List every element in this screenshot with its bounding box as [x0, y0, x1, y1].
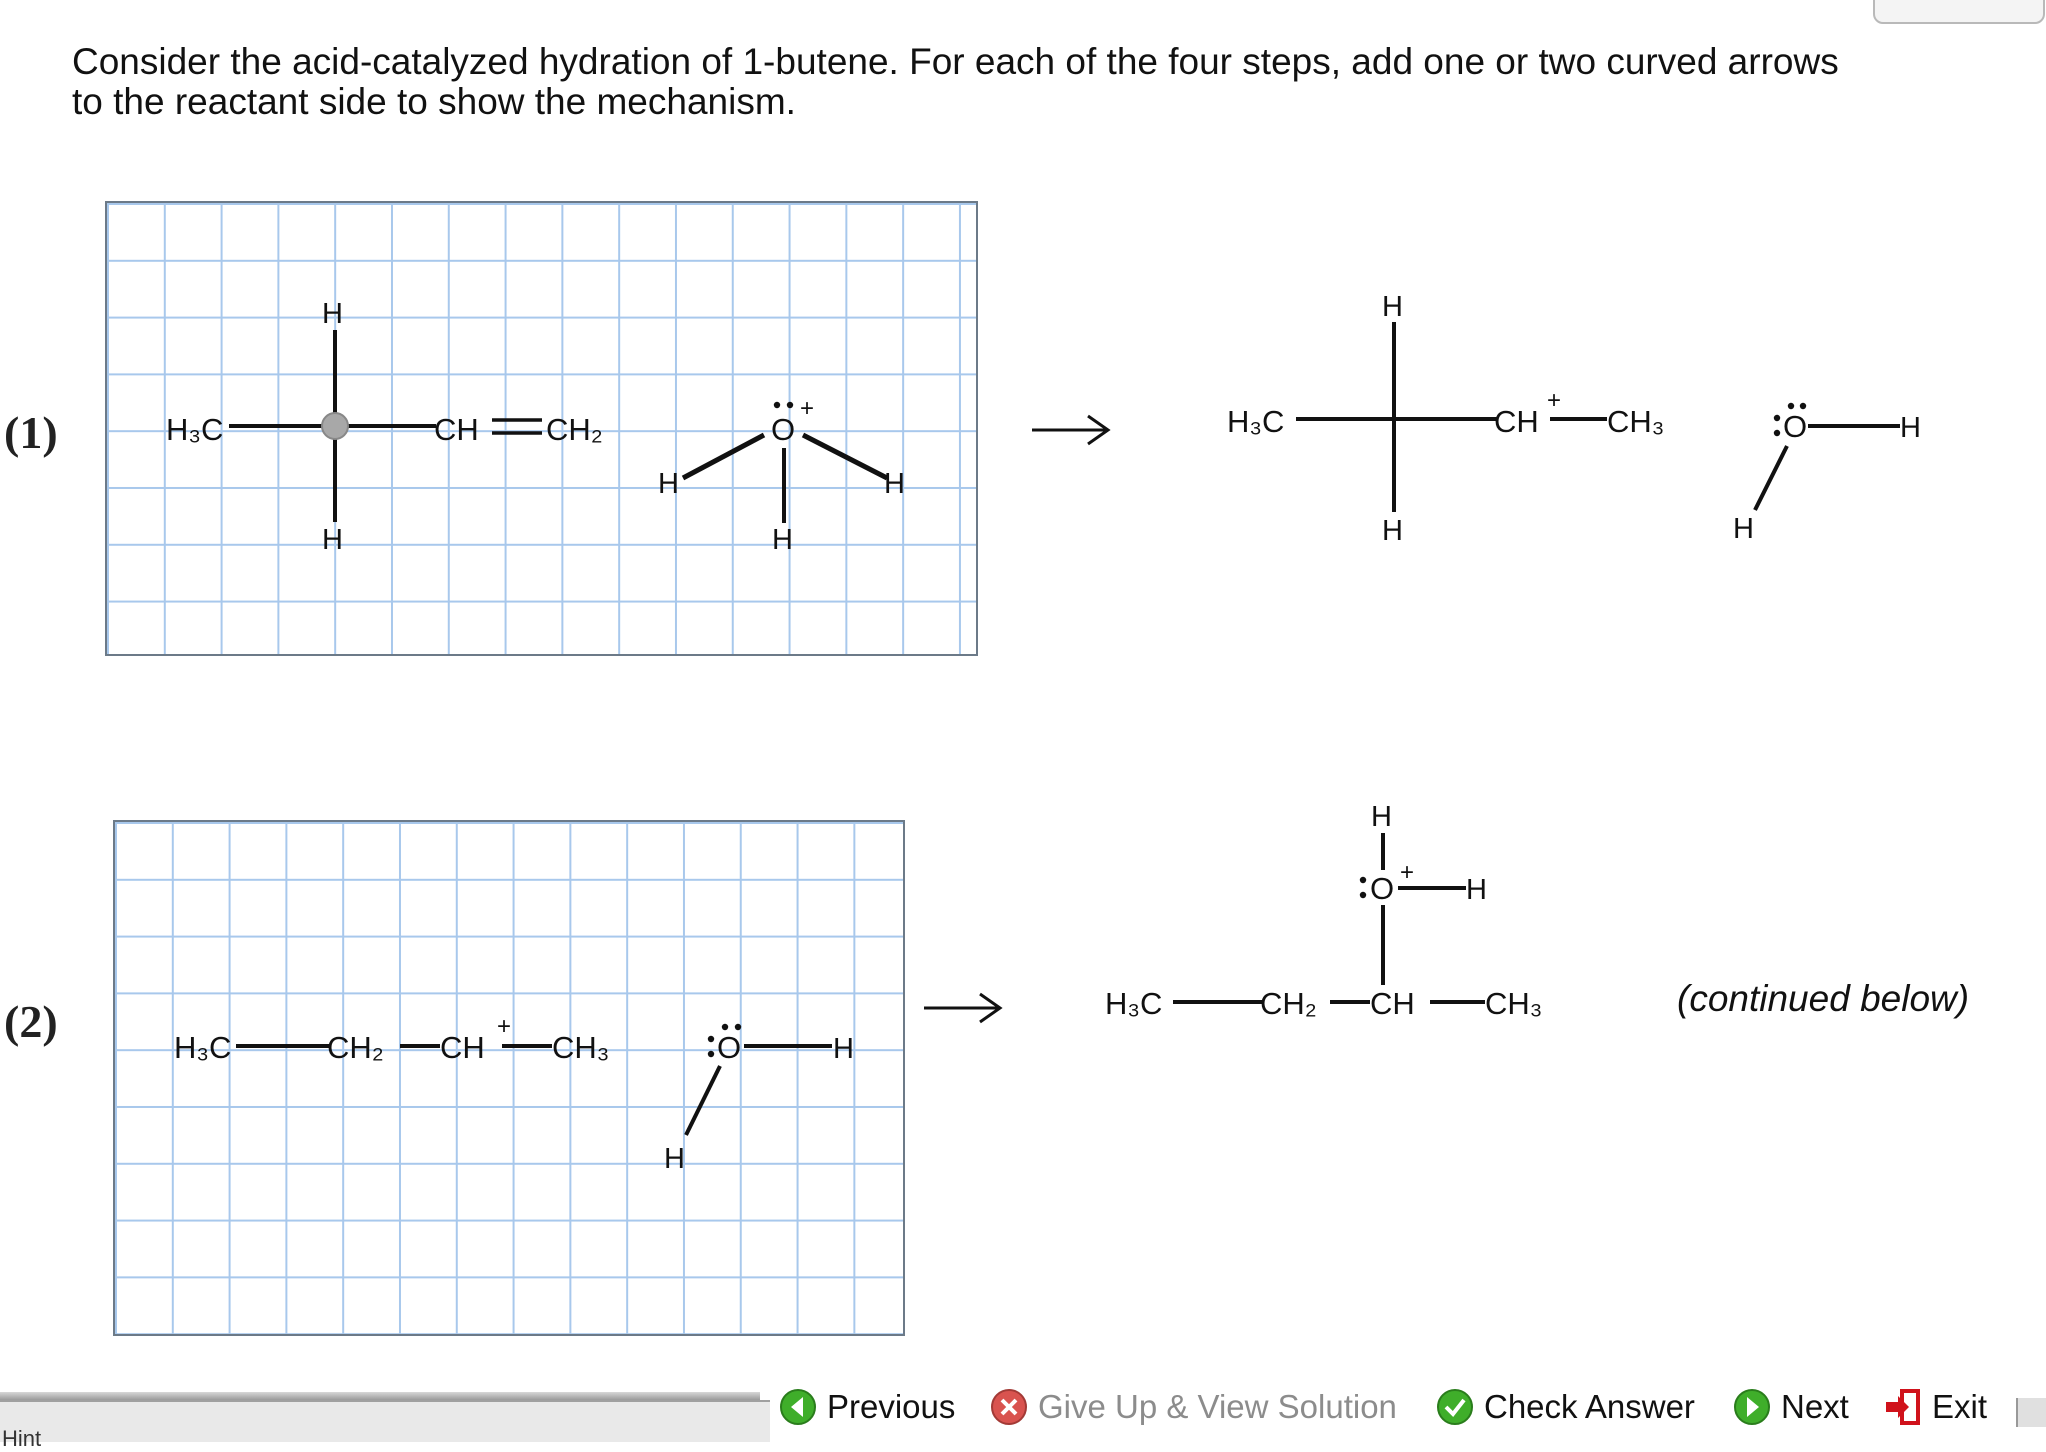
- instructions-line-1: Consider the acid-catalyzed hydration of 1-butene. For each of the four steps, add one or two curved arrows: [72, 41, 1839, 82]
- checkmark-icon: [1436, 1388, 1474, 1426]
- check-answer-button[interactable]: [1436, 1385, 1695, 1429]
- step1-reactant-h-top: H: [322, 298, 343, 330]
- next-button[interactable]: [1733, 1385, 1849, 1429]
- step1-reactant-h-left: H: [658, 468, 679, 500]
- next-arrow-icon: [1733, 1388, 1771, 1426]
- step2-product-o-charge: +: [1400, 859, 1415, 886]
- step2-reactant-ch2: CH₂: [327, 1030, 384, 1065]
- step1-product-h-right: H: [1900, 412, 1921, 444]
- hint-tab[interactable]: [0, 1400, 770, 1451]
- step2-product-h-top: H: [1371, 801, 1392, 833]
- exit-door-icon: [1884, 1388, 1922, 1426]
- step-2-label: (2): [4, 996, 58, 1047]
- step1-reactant-o-charge: +: [800, 395, 815, 422]
- footer-divider: [0, 1392, 760, 1400]
- step1-product-o: O: [1783, 409, 1808, 444]
- window-edge: [2016, 1398, 2046, 1427]
- step1-reactant-h-right: H: [884, 468, 905, 500]
- step-1-label: (1): [4, 407, 58, 458]
- continued-below-note: (continued below): [1677, 978, 1970, 1019]
- step2-reactant-h-right: H: [833, 1033, 854, 1065]
- step2-product-h-right: H: [1466, 874, 1487, 906]
- step2-reactant-h3c: H₃C: [174, 1030, 232, 1065]
- step1-product-ch: CH: [1494, 404, 1539, 439]
- step2-product-ch2: CH₂: [1260, 986, 1317, 1021]
- step2-product-o: O: [1370, 871, 1395, 906]
- previous-button-label: Previous: [827, 1388, 956, 1425]
- previous-button[interactable]: [779, 1385, 955, 1429]
- give-up-x-icon: [990, 1388, 1028, 1426]
- hint-tab-label: Hint: [2, 1426, 42, 1451]
- step1-product-ch-charge: +: [1547, 387, 1562, 414]
- step2-reactant-o: O: [717, 1030, 742, 1065]
- step2-reactant-ch3: CH₃: [552, 1030, 610, 1065]
- check-answer-button-label: Check Answer: [1484, 1388, 1695, 1425]
- step2-product-ch3: CH₃: [1485, 986, 1543, 1021]
- exit-button[interactable]: [1884, 1385, 1987, 1429]
- step1-reactant-h-bottom: H: [322, 524, 343, 556]
- step2-reactant-h-down: H: [664, 1143, 685, 1175]
- step1-reactant-h-down: H: [772, 524, 793, 556]
- step1-product-h-top: H: [1382, 291, 1403, 323]
- step1-product-h-bottom: H: [1382, 515, 1403, 547]
- exit-button-label: Exit: [1932, 1388, 1988, 1425]
- step1-reactant-ch: CH: [434, 412, 479, 447]
- step1-product-h-down: H: [1733, 513, 1754, 545]
- step1-product-h3c: H₃C: [1227, 404, 1285, 439]
- previous-arrow-icon: [779, 1388, 817, 1426]
- step1-reactant-o: O: [771, 412, 796, 447]
- give-up-button-label: Give Up & View Solution: [1038, 1388, 1397, 1425]
- give-up-button[interactable]: [990, 1385, 1397, 1429]
- next-button-label: Next: [1781, 1388, 1849, 1425]
- step1-reactant-ch2: CH₂: [546, 412, 603, 447]
- step1-reactant-h3c: H₃C: [166, 412, 224, 447]
- step2-reactant-ch: CH: [440, 1030, 485, 1065]
- instructions-line-2: to the reactant side to show the mechanism.: [72, 81, 796, 122]
- step2-reactant-ch-charge: +: [497, 1013, 512, 1040]
- step2-product-ch: CH: [1370, 986, 1415, 1021]
- step2-product-h3c: H₃C: [1105, 986, 1163, 1021]
- step1-product-ch3: CH₃: [1607, 404, 1665, 439]
